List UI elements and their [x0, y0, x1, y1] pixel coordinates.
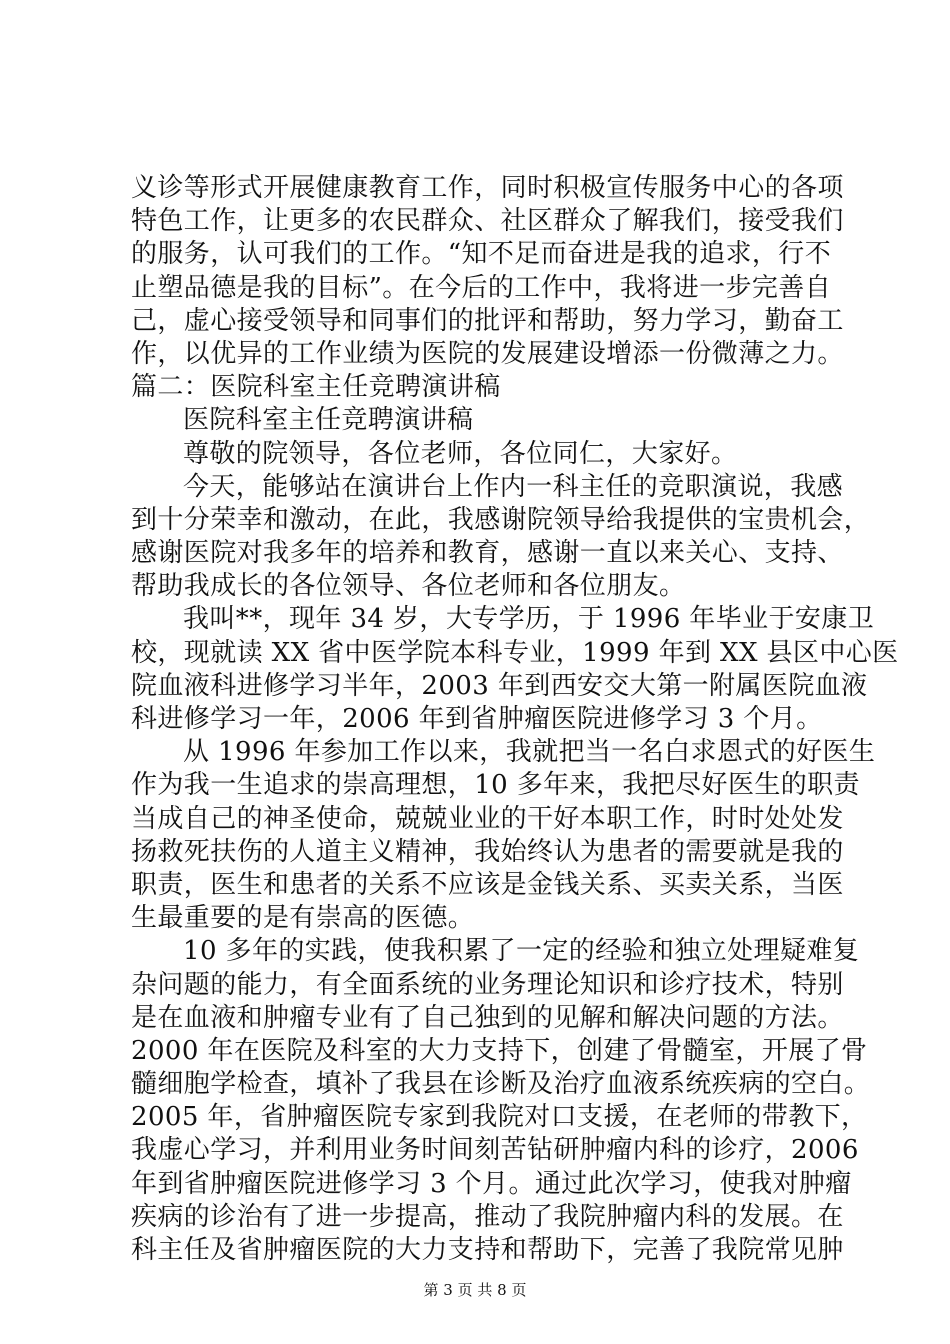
- text-line: 感谢医院对我多年的培养和教育，感谢一直以来关心、支持、: [131, 538, 844, 569]
- text-line: 是在血液和肿瘤专业有了自己独到的见解和解决问题的方法。: [131, 1002, 844, 1033]
- text-line: 我叫**，现年 34 岁，大专学历，于 1996 年毕业于安康卫: [183, 604, 875, 635]
- text-line: 院血液科进修学习半年，2003 年到西安交大第一附属医院血液: [131, 670, 868, 701]
- section-heading: 篇二：医院科室主任竞聘演讲稿: [131, 372, 501, 403]
- text-line: 校，现就读 XX 省中医学院本科专业，1999 年到 XX 县区中心医: [131, 637, 899, 668]
- text-line: 作，以优异的工作业绩为医院的发展建设增添一份微薄之力。: [131, 338, 844, 369]
- text-line: 从 1996 年参加工作以来，我就把当一名白求恩式的好医生: [183, 737, 876, 768]
- text-line: 2000 年在医院及科室的大力支持下，创建了骨髓室，开展了骨: [131, 1035, 868, 1066]
- text-line: 科主任及省肿瘤医院的大力支持和帮助下，完善了我院常见肿: [131, 1235, 844, 1265]
- text-line: 己，虚心接受领导和同事们的批评和帮助，努力学习，勤奋工: [131, 305, 844, 336]
- document-title: 医院科室主任竞聘演讲稿: [183, 405, 474, 436]
- text-line: 今天，能够站在演讲台上作内一科主任的竞职演说，我感: [183, 471, 844, 502]
- text-line: 义诊等形式开展健康教育工作，同时积极宣传服务中心的各项: [131, 173, 844, 203]
- document-body: [131, 172, 899, 1267]
- text-line: 我虚心学习，并利用业务时间刻苦钻研肿瘤内科的诊疗，2006: [131, 1135, 859, 1166]
- text-line: 科进修学习一年，2006 年到省肿瘤医院进修学习 3 个月。: [131, 704, 823, 734]
- text-line: 帮助我成长的各位领导、各位老师和各位朋友。: [131, 571, 686, 602]
- text-line: 生最重要的是有崇高的医德。: [131, 903, 475, 934]
- text-line: 作为我一生追求的崇高理想，10 多年来，我把尽好医生的职责: [131, 770, 860, 801]
- text-line: 当成自己的神圣使命，兢兢业业的干好本职工作，时时处处发: [131, 803, 844, 834]
- text-line: 的服务，认可我们的工作。“知不足而奋进是我的追求，行不: [131, 239, 832, 270]
- text-line: 杂问题的能力，有全面系统的业务理论知识和诊疗技术，特别: [131, 969, 844, 1000]
- text-line: 到十分荣幸和激动，在此，我感谢院领导给我提供的宝贵机会，: [131, 504, 871, 535]
- text-line: 年到省肿瘤医院进修学习 3 个月。通过此次学习，使我对肿瘤: [131, 1168, 852, 1199]
- page-footer: 第 3 页 共 8 页: [423, 1281, 527, 1299]
- text-line: 特色工作，让更多的农民群众、社区群众了解我们，接受我们: [131, 206, 844, 237]
- text-line: 职责，医生和患者的关系不应该是金钱关系、买卖关系，当医: [131, 869, 844, 900]
- text-line: 疾病的诊治有了进一步提高，推动了我院肿瘤内科的发展。在: [131, 1201, 844, 1232]
- text-line: 髓细胞学检查，填补了我县在诊断及治疗血液系统疾病的空白。: [131, 1069, 871, 1100]
- text-line: 扬救死扶伤的人道主义精神，我始终认为患者的需要就是我的: [131, 836, 844, 867]
- text-line: 2005 年，省肿瘤医院专家到我院对口支援，在老师的带教下，: [131, 1102, 868, 1133]
- text-line: 止塑品德是我的目标”。在今后的工作中，我将进一步完善自: [131, 272, 832, 303]
- salutation: 尊敬的院领导，各位老师，各位同仁，大家好。: [183, 438, 738, 469]
- text-line: 10 多年的实践，使我积累了一定的经验和独立处理疑难复: [183, 936, 860, 967]
